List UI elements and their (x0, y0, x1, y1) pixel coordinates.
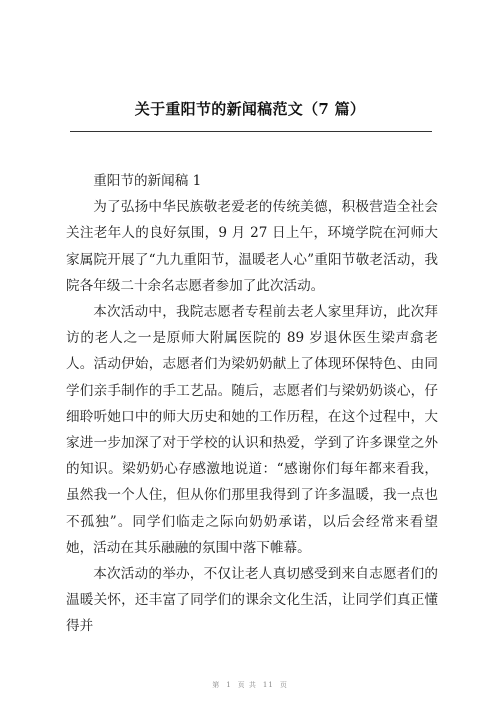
document-title: 关于重阳节的新闻稿范文（7 篇） (134, 100, 366, 118)
title-divider (70, 131, 432, 132)
paragraph-3: 本次活动的举办，不仅让老人真切感受到来自志愿者们的温暖关怀，还丰富了同学们的课余文化生活，让同学们真正懂得并 (66, 566, 438, 635)
footer-suffix: 页 (279, 681, 288, 689)
footer-middle: 页 共 (237, 681, 257, 689)
section-heading: 重阳节的新闻稿 1 (93, 173, 202, 189)
paragraph-1: 为了弘扬中华民族敬老爱老的传统美德，积极营造全社会关注老年人的良好氛围，9 月 27 日上午，环境学院在河师大家属院开展了“九九重阳节，温暖老人心”重阳节敬老活动，我院各年级二十余名志愿者参加了此次活动。 (66, 199, 438, 294)
page-footer (0, 680, 500, 690)
footer-total-pages: 11 (262, 681, 274, 689)
document-body (66, 168, 438, 640)
paragraph-2: 本次活动中，我院志愿者专程前去老人家里拜访，此次拜访的老人之一是原师大附属医院的 89 岁退休医生梁声翕老人。活动伊始，志愿者们为梁奶奶献上了体现环保特色、由同学们亲手制作的手工艺品。随后，志愿者们与梁奶奶谈心，仔细聆听她口中的师大历史和她的工作历程，在这个过程中，大家进一步加深了对于学校的认识和热爱，学到了许多课堂之外的知识。梁奶奶心存感激地说道：“感谢你们每年都来看我，虽然我一个人住，但从你们那里我得到了许多温暖，我一点也不孤独”。同学们临走之际向奶奶承诺，以后会经常来看望她，活动在其乐融融的氛围中落下帷幕。 (66, 304, 438, 556)
footer-current-page: 1 (226, 681, 232, 689)
footer-prefix: 第 (212, 681, 221, 689)
